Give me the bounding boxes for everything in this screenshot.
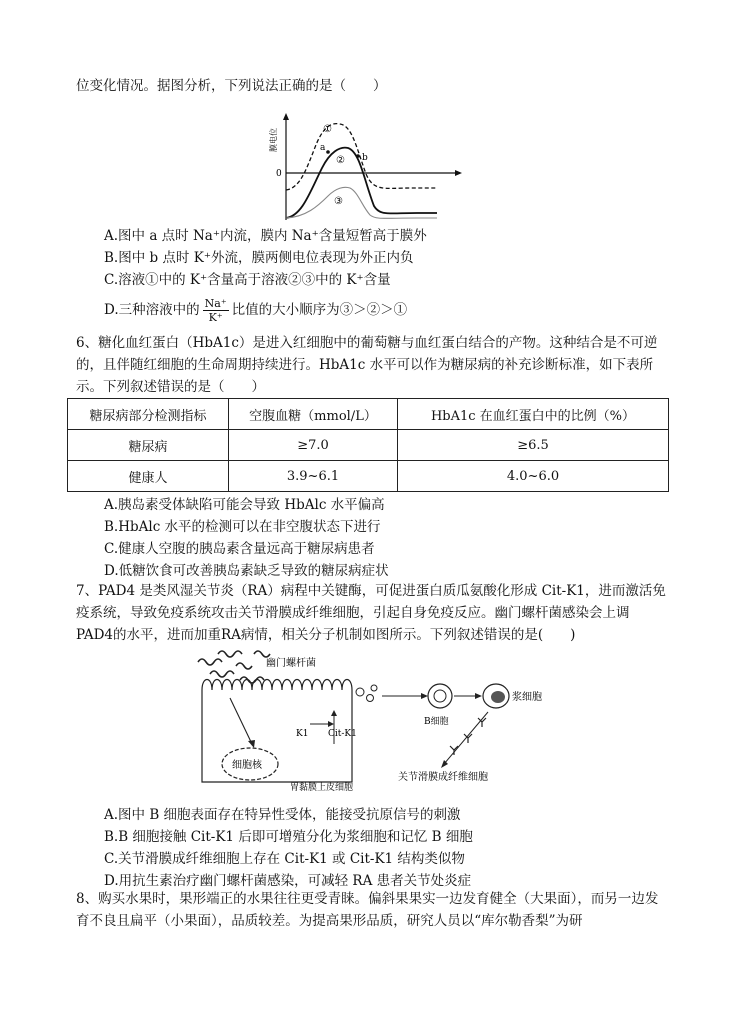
- curve-1-label: ①: [323, 124, 332, 135]
- fraction-denominator: K⁺: [208, 311, 223, 324]
- point-a-label: a: [320, 143, 326, 153]
- point-a-marker: [326, 150, 330, 154]
- table-header-cell: HbA1c 在血红蛋白中的比例（%）: [398, 399, 669, 430]
- q7-stem: 7、PAD4 是类风湿关节炎（RA）病程中关键酶，可促进蛋白质瓜氨酸化形成 Cit-K1，进而激活免疫系统，导致免疫系统攻击关节滑膜成纤维细胞，引起自身免疫反应。幽门螺杆菌感染会上调PAD4的水平，进而加重RA病情，相关分子机制如图所示。下列叙述错误的是( ): [76, 583, 666, 643]
- q6-option-b[interactable]: B.HbAlc 水平的检测可以在非空腹状态下进行: [104, 519, 381, 535]
- q7-option-c[interactable]: C.关节滑膜成纤维细胞上存在 Cit-K1 或 Cit-K1 结构类似物: [104, 851, 465, 867]
- table-header-cell: 糖尿病部分检测指标: [68, 399, 229, 430]
- bacteria-icon: [198, 651, 270, 683]
- q5-option-a[interactable]: A.图中 a 点时 Na⁺内流，膜内 Na⁺含量短暂高于膜外: [104, 228, 427, 244]
- q7-option-b[interactable]: B.B 细胞接触 Cit-K1 后即可增殖分化为浆细胞和记忆 B 细胞: [104, 829, 473, 845]
- b-cell-label: B细胞: [424, 717, 449, 727]
- ra-mechanism-diagram: [188, 646, 553, 796]
- point-b-label: b: [362, 153, 368, 163]
- table-cell: 糖尿病: [68, 430, 229, 461]
- q8-stem: 8、购买水果时，果形端正的水果往往更受青睐。偏斜果果实一边发育健全（大果面），而另一边发育不良且扁平（小果面），品质较差。为提高果形品质，研究人员以“库尔勒香梨”为研: [76, 891, 659, 929]
- table-row: [68, 430, 669, 461]
- table-header-cell: 空腹血糖（mmol/L）: [229, 399, 398, 430]
- citk1-label: Cit-K1: [328, 729, 357, 739]
- plasma-cell-label: 浆细胞: [512, 692, 542, 703]
- point-b-marker: [356, 154, 360, 158]
- q6-stem: 6、糖化血红蛋白（HbA1c）是进入红细胞中的葡萄糖与血红蛋白结合的产物。这种结合是不可逆的，且伴随红细胞的生命周期持续进行。HbA1c 水平可以作为糖尿病的补充诊断标准，如下表所示。下列叙述错误的是（ ）: [76, 335, 658, 395]
- hba1c-table: [67, 398, 669, 492]
- bacteria-label: 幽门螺杆菌: [266, 658, 316, 669]
- nucleus-label: 细胞核: [232, 760, 262, 771]
- table-cell: 3.9~6.1: [229, 461, 398, 492]
- table-cell: 4.0~6.0: [398, 461, 669, 492]
- table-cell: 健康人: [68, 461, 229, 492]
- q5-option-b[interactable]: B.图中 b 点时 K⁺外流，膜两侧电位表现为外正内负: [104, 250, 414, 266]
- k1-label: K1: [296, 729, 309, 739]
- q5-option-d[interactable]: [104, 295, 407, 325]
- table-cell: ≥6.5: [398, 430, 669, 461]
- q6-option-c[interactable]: C.健康人空腹的胰岛素含量远高于糖尿病患者: [104, 541, 375, 557]
- q7-option-a[interactable]: A.图中 B 细胞表面存在特异性受体，能接受抗原信号的刺激: [104, 807, 461, 823]
- fibroblast-label: 关节滑膜成纤维细胞: [398, 772, 488, 783]
- graph-ylabel: 膜电位: [269, 128, 278, 152]
- q7-option-d[interactable]: D.用抗生素治疗幽门螺杆菌感染，可减轻 RA 患者关节处炎症: [104, 873, 472, 889]
- q5-option-d-suffix: 比值的大小顺序为③＞②＞①: [231, 302, 408, 318]
- na-k-fraction: [203, 297, 229, 324]
- antibody-icon: [450, 718, 486, 755]
- q5-option-d-prefix: D.三种溶液中的: [104, 302, 200, 318]
- curve-2-label: ②: [336, 155, 345, 166]
- table-row: [68, 461, 669, 492]
- q5-lead: 位变化情况。据图分析，下列说法正确的是（ ）: [76, 78, 387, 94]
- q6-option-a[interactable]: A.胰岛素受体缺陷可能会导致 HbAlc 水平偏高: [104, 497, 385, 513]
- b-cell-icon: [428, 684, 452, 708]
- membrane-potential-graph: [262, 110, 462, 225]
- fraction-numerator: Na⁺: [204, 297, 227, 310]
- epithelial-label: 胃黏膜上皮细胞: [290, 783, 354, 793]
- table-header-row: [68, 399, 669, 430]
- curve-3-label: ③: [334, 196, 343, 207]
- q5-option-c[interactable]: C.溶液①中的 K⁺含量高于溶液②③中的 K⁺含量: [104, 272, 391, 288]
- graph-zero: 0: [276, 169, 282, 179]
- table-cell: ≥7.0: [229, 430, 398, 461]
- q6-option-d[interactable]: D.低糖饮食可改善胰岛素缺乏导致的糖尿病症状: [104, 563, 389, 579]
